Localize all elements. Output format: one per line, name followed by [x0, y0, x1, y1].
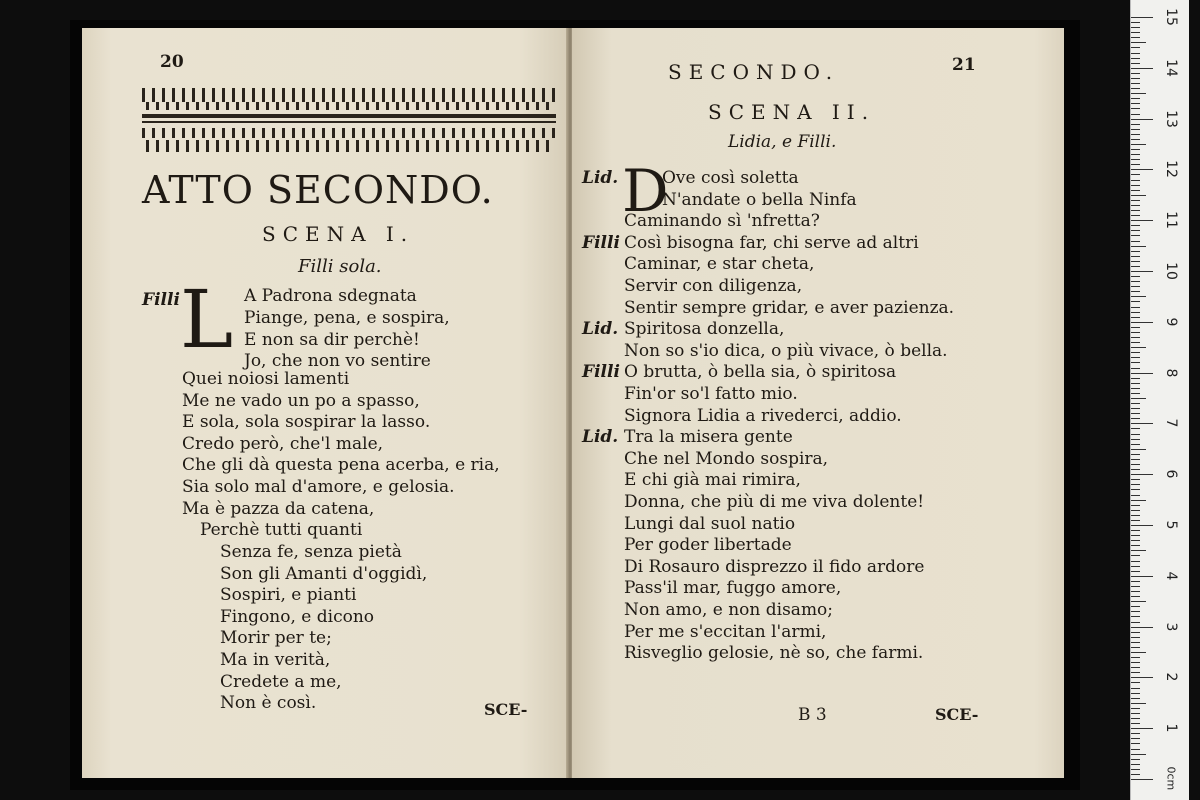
ruler-tick: [1131, 423, 1153, 424]
ruler-tick: [1131, 652, 1146, 653]
ruler-tick: [1131, 535, 1140, 536]
verse-line: E non sa dir perchè!: [244, 329, 420, 350]
speaker-label: Filli: [582, 232, 620, 253]
ruler-tick: [1131, 27, 1140, 28]
speaker-label: Lid.: [582, 427, 619, 448]
ruler-tick: [1131, 205, 1140, 206]
ruler-tick: [1131, 500, 1146, 501]
ruler-tick: [1131, 515, 1140, 516]
measurement-ruler: [1130, 0, 1189, 800]
ruler-tick: [1131, 241, 1140, 242]
ruler-number: 10: [1163, 262, 1179, 280]
ruler-number: 15: [1163, 8, 1179, 26]
ruler-tick: [1131, 723, 1140, 724]
verse-line: Di Rosauro disprezzo il fido ardore: [624, 556, 925, 577]
ruler-tick: [1131, 413, 1140, 414]
ruler-tick: [1131, 317, 1140, 318]
verse-line: Lungi dal suol natio: [624, 513, 796, 534]
ruler-tick: [1131, 261, 1140, 262]
left-speaker: Filli: [142, 290, 180, 310]
ruler-number: 7: [1163, 418, 1179, 428]
ruler-number: 14: [1163, 58, 1179, 77]
verse-line: Risveglio gelosie, nè so, che farmi.: [624, 643, 924, 664]
ruler-tick: [1131, 63, 1140, 64]
ruler-tick: [1131, 332, 1140, 333]
left-scene-heading: SCENA I.: [262, 222, 415, 246]
ruler-tick: [1131, 42, 1146, 43]
verse-line: Sia solo mal d'amore, e gelosia.: [182, 476, 455, 497]
verse-line: Caminar, e star cheta,: [624, 254, 815, 275]
ruler-tick: [1131, 449, 1146, 450]
speaker-label: Filli: [582, 362, 620, 383]
ruler-tick: [1131, 337, 1140, 338]
ruler-tick: [1131, 596, 1140, 597]
ruler-number: 2: [1163, 672, 1179, 682]
ruler-tick: [1131, 124, 1140, 125]
verse-line: Che nel Mondo sospira,: [624, 448, 829, 469]
verse-line: E sola, sola sospirar la lasso.: [182, 412, 431, 433]
verse-line: Ma in verità,: [220, 649, 331, 670]
ruler-tick: [1131, 769, 1140, 770]
ruler-tick: [1131, 439, 1140, 440]
verse-line: Senza fe, senza pietà: [220, 542, 402, 562]
ruler-tick: [1131, 368, 1140, 369]
ruler-tick: [1131, 383, 1140, 384]
left-verse-indent1: [200, 520, 362, 542]
ruler-tick: [1131, 235, 1140, 236]
ruler-tick: [1131, 484, 1140, 485]
ruler-tick: [1131, 708, 1140, 709]
ruler-number: 8: [1163, 368, 1179, 378]
ruler-tick: [1131, 327, 1140, 328]
ruler-tick: [1131, 525, 1153, 526]
ruler-tick: [1131, 479, 1140, 480]
ruler-tick: [1131, 408, 1140, 409]
ruler-tick: [1131, 393, 1140, 394]
verse-line: Perchè tutti quanti: [200, 520, 363, 540]
ruler-tick: [1131, 286, 1140, 287]
verse-line: Spiritosa donzella,: [624, 319, 785, 340]
ruler-tick: [1131, 185, 1140, 186]
left-characters: Filli sola.: [298, 256, 382, 277]
ruler-tick: [1131, 749, 1140, 750]
verse-line: Servir con diligenza,: [624, 276, 803, 296]
ruler-tick: [1131, 312, 1140, 313]
ruler-tick: [1131, 169, 1153, 170]
ruler-tick: [1131, 378, 1140, 379]
ruler-tick: [1131, 307, 1140, 308]
verse-line: Ove così soletta: [662, 168, 799, 188]
act-title: ATTO SECONDO.: [142, 168, 494, 212]
ruler-tick: [1131, 403, 1140, 404]
verse-line: N'andate o bella Ninfa: [662, 189, 857, 210]
ruler-tick: [1131, 459, 1140, 460]
ruler-tick: [1131, 550, 1146, 551]
ruler-tick: [1131, 774, 1140, 775]
ruler-tick: [1131, 276, 1140, 277]
ruler-tick: [1131, 520, 1140, 521]
ruler-tick: [1131, 561, 1140, 562]
ruler-tick: [1131, 114, 1140, 115]
verse-line: O brutta, ò bella sia, ò spiritosa: [624, 362, 897, 383]
ruler-tick: [1131, 698, 1140, 699]
left-verse-lines: [182, 369, 500, 520]
ruler-tick: [1131, 83, 1140, 84]
ruler-tick: [1131, 469, 1140, 470]
ruler-tick: [1131, 215, 1140, 216]
ruler-tick: [1131, 606, 1140, 607]
ruler-tick: [1131, 764, 1140, 765]
right-page-number: 21: [952, 55, 976, 75]
ruler-tick: [1131, 266, 1140, 267]
verse-line: Che gli dà questa pena acerba, e ria,: [182, 455, 500, 476]
verse-line: Pass'il mar, fuggo amore,: [624, 578, 842, 599]
left-verse-indent2: [220, 542, 427, 715]
ruler-tick: [1131, 688, 1140, 689]
ruler-tick: [1131, 464, 1140, 465]
ruler-tick: [1131, 571, 1140, 572]
ruler-tick: [1131, 58, 1140, 59]
verse-line: Jo, che non vo sentire: [244, 351, 431, 372]
verse-line: Piange, pena, e sospira,: [244, 308, 450, 328]
ruler-tick: [1131, 759, 1140, 760]
verse-line: Son gli Amanti d'oggidì,: [220, 563, 428, 584]
ruler-tick: [1131, 93, 1146, 94]
ruler-tick: [1131, 657, 1140, 658]
ruler-tick: [1131, 342, 1140, 343]
ruler-tick: [1131, 256, 1140, 257]
verse-line: Sentir sempre gridar, e aver pazienza.: [624, 297, 955, 318]
ruler-tick: [1131, 154, 1140, 155]
ruler-tick: [1131, 17, 1153, 18]
ruler-tick: [1131, 540, 1140, 541]
ruler-tick: [1131, 495, 1140, 496]
ruler-tick: [1131, 622, 1140, 623]
verse-line: Morir per te;: [220, 628, 332, 649]
ruler-tick: [1131, 362, 1140, 363]
ruler-number: 6: [1163, 469, 1179, 479]
verse-line: Per me s'eccitan l'armi,: [624, 621, 827, 642]
ruler-number: 5: [1163, 520, 1179, 530]
verse-line: Non amo, e non disamo;: [624, 600, 834, 620]
ruler-tick: [1131, 743, 1140, 744]
verse-line: Quei noiosi lamenti: [182, 369, 350, 389]
ruler-tick: [1131, 352, 1140, 353]
right-running-header: SECONDO.: [668, 60, 840, 84]
verse-line: Ma è pazza da catena,: [182, 498, 375, 519]
ruler-tick: [1131, 78, 1140, 79]
ruler-tick: [1131, 444, 1140, 445]
ruler-tick: [1131, 672, 1140, 673]
ruler-tick: [1131, 647, 1140, 648]
ruler-tick: [1131, 601, 1146, 602]
ruler-tick: [1131, 103, 1140, 104]
ruler-tick: [1131, 129, 1140, 130]
ruler-tick: [1131, 271, 1153, 272]
ruler-tick: [1131, 164, 1140, 165]
ruler-tick: [1131, 728, 1153, 729]
verse-line: Sospiri, e pianti: [220, 585, 357, 606]
ruler-tick: [1131, 291, 1140, 292]
verse-line: Non so s'io dica, o più vivace, ò bella.: [624, 340, 948, 361]
right-characters: Lidia, e Filli.: [728, 132, 837, 152]
ruler-tick: [1131, 586, 1140, 587]
ruler-tick: [1131, 489, 1140, 490]
ruler-tick: [1131, 642, 1140, 643]
ruler-tick: [1131, 703, 1146, 704]
left-catchword: SCE-: [484, 700, 528, 719]
ruler-tick: [1131, 32, 1140, 33]
ruler-tick: [1131, 637, 1140, 638]
ruler-tick: [1131, 159, 1140, 160]
ruler-tick: [1131, 108, 1140, 109]
ruler-tick: [1131, 119, 1153, 120]
speaker-label: Lid.: [582, 319, 619, 340]
verse-line: Tra la misera gente: [624, 427, 793, 448]
ruler-tick: [1131, 434, 1140, 435]
ruler-tick: [1131, 677, 1153, 678]
ruler-number: 1: [1163, 723, 1179, 733]
left-indented-lines: [244, 308, 450, 373]
left-page-number: 20: [160, 52, 184, 72]
ruler-tick: [1131, 47, 1140, 48]
ruler-tick: [1131, 662, 1140, 663]
verse-line: Fin'or so'l fatto mio.: [624, 384, 798, 404]
ruler-tick: [1131, 144, 1146, 145]
ruler-tick: [1131, 693, 1140, 694]
ruler-tick: [1131, 139, 1140, 140]
ruler-tick: [1131, 418, 1140, 419]
ruler-tick: [1131, 225, 1140, 226]
ruler-tick: [1131, 73, 1140, 74]
ruler-tick: [1131, 611, 1140, 612]
ruler-tick: [1131, 713, 1140, 714]
ruler-number: 4: [1163, 571, 1179, 581]
ruler-tick: [1131, 616, 1140, 617]
ruler-tick: [1131, 195, 1146, 196]
ruler-tick: [1131, 591, 1140, 592]
ruler-number: 13: [1163, 109, 1179, 128]
ruler-tick: [1131, 301, 1140, 302]
ruler-tick: [1131, 555, 1140, 556]
left-first-line: A Padrona sdegnata: [244, 286, 417, 306]
ruler-unit-label: 0cm: [1164, 766, 1178, 791]
ruler-tick: [1131, 296, 1146, 297]
ruler-tick: [1131, 682, 1140, 683]
ruler-tick: [1131, 632, 1140, 633]
ruler-number: 12: [1163, 160, 1179, 179]
ruler-tick: [1131, 322, 1153, 323]
ruler-tick: [1131, 190, 1140, 191]
ruler-tick: [1131, 779, 1153, 780]
ruler-tick: [1131, 230, 1140, 231]
ruler-tick: [1131, 134, 1140, 135]
ruler-tick: [1131, 180, 1140, 181]
ruler-tick: [1131, 718, 1140, 719]
right-catchword: SCE-: [935, 705, 979, 724]
ruler-tick: [1131, 576, 1153, 577]
left-drop-cap: L: [180, 273, 234, 366]
verse-line: Così bisogna far, chi serve ad altri: [624, 232, 919, 253]
ruler-tick: [1131, 581, 1140, 582]
ruler-tick: [1131, 530, 1140, 531]
ruler-tick: [1131, 566, 1140, 567]
ruler-tick: [1131, 373, 1153, 374]
ruler-tick: [1131, 428, 1140, 429]
ruler-tick: [1131, 220, 1153, 221]
speaker-label: Lid.: [582, 168, 619, 188]
ruler-tick: [1131, 281, 1140, 282]
verse-line: Me ne vado un po a spasso,: [182, 390, 420, 411]
ruler-tick: [1131, 98, 1140, 99]
ruler-tick: [1131, 246, 1146, 247]
ruler-number: 9: [1163, 317, 1179, 327]
ruler-number: 3: [1163, 622, 1179, 632]
ruler-tick: [1131, 200, 1140, 201]
ruler-tick: [1131, 37, 1140, 38]
ruler-tick: [1131, 733, 1140, 734]
ruler-tick: [1131, 22, 1140, 23]
ruler-tick: [1131, 68, 1153, 69]
verse-line: Credete a me,: [220, 671, 342, 692]
ruler-tick: [1131, 474, 1153, 475]
ruler-tick: [1131, 88, 1140, 89]
verse-line: Credo però, che'l male,: [182, 433, 384, 454]
ornamental-headpiece: [142, 88, 556, 152]
ruler-tick: [1131, 347, 1146, 348]
ruler-tick: [1131, 545, 1140, 546]
ruler-tick: [1131, 754, 1146, 755]
ruler-tick: [1131, 174, 1140, 175]
ruler-tick: [1131, 210, 1140, 211]
ruler-tick: [1131, 738, 1140, 739]
ruler-number: 11: [1163, 211, 1179, 230]
verse-line: Fingono, e dicono: [220, 606, 375, 627]
ruler-tick: [1131, 149, 1140, 150]
ruler-tick: [1131, 53, 1140, 54]
ruler-tick: [1131, 505, 1140, 506]
signature-mark: B 3: [798, 705, 827, 725]
ruler-tick: [1131, 627, 1153, 628]
verse-line: E chi già mai rimira,: [624, 470, 801, 491]
verse-line: Non è così.: [220, 693, 317, 714]
verse-line: Per goder libertade: [624, 535, 792, 556]
right-scene-heading: SCENA II.: [708, 100, 876, 124]
ruler-tick: [1131, 251, 1140, 252]
verse-line: Signora Lidia a rivederci, addio.: [624, 405, 902, 426]
ruler-tick: [1131, 667, 1140, 668]
ruler-tick: [1131, 398, 1146, 399]
ruler-tick: [1131, 388, 1140, 389]
verse-line: Donna, che più di me viva dolente!: [624, 492, 925, 512]
ruler-tick: [1131, 454, 1140, 455]
ruler-tick: [1131, 357, 1140, 358]
verse-line: Caminando sì 'nfretta?: [624, 211, 820, 232]
right-drop-cap: D: [622, 157, 669, 225]
ruler-tick: [1131, 510, 1140, 511]
